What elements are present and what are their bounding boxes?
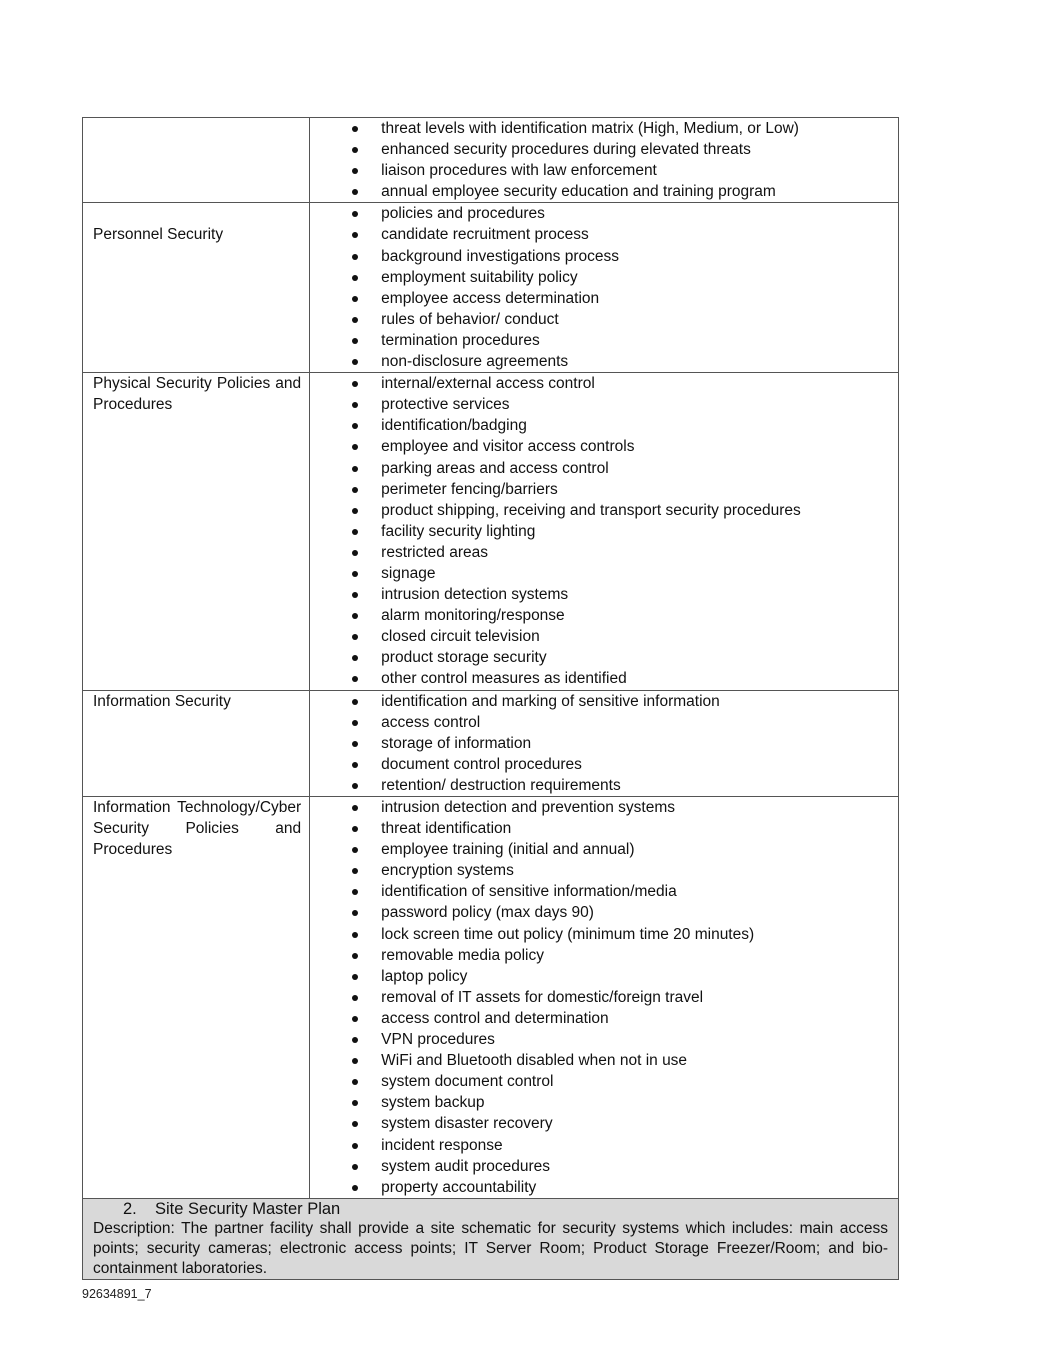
list-item-text: background investigations process bbox=[381, 247, 619, 265]
bullet-icon bbox=[352, 275, 358, 281]
list-item-text: encryption systems bbox=[381, 862, 514, 880]
list-item bbox=[310, 224, 898, 245]
list-item bbox=[310, 860, 898, 881]
list-item bbox=[310, 1092, 898, 1113]
list-item-text: candidate recruitment process bbox=[381, 226, 589, 244]
bullet-icon bbox=[352, 168, 358, 174]
bullet-list bbox=[310, 691, 898, 796]
table-row bbox=[83, 797, 899, 1199]
list-item bbox=[310, 647, 898, 668]
list-item bbox=[310, 1050, 898, 1071]
list-item-text: rules of behavior/ conduct bbox=[381, 310, 559, 328]
category-label: Information Technology/Cyber Security Policies and Procedures bbox=[93, 799, 302, 859]
bullet-icon bbox=[352, 211, 358, 217]
list-item-text: internal/external access control bbox=[381, 375, 595, 393]
list-item bbox=[310, 775, 898, 796]
list-item-text: lock screen time out policy (minimum time 20 minutes) bbox=[381, 925, 755, 943]
bullet-icon bbox=[352, 147, 358, 153]
list-item-text: signage bbox=[381, 564, 436, 582]
list-item-text: access control and determination bbox=[381, 1009, 609, 1027]
document-id: 92634891_7 bbox=[82, 1287, 152, 1301]
list-item-text: threat identification bbox=[381, 820, 512, 838]
table-row bbox=[83, 690, 899, 796]
bullet-icon bbox=[352, 571, 358, 577]
table-body bbox=[83, 118, 899, 1199]
list-item-text: policies and procedures bbox=[381, 205, 545, 223]
list-item bbox=[310, 521, 898, 542]
bullet-icon bbox=[352, 550, 358, 556]
section-row bbox=[83, 1198, 899, 1279]
list-item-text: restricted areas bbox=[381, 543, 488, 561]
list-item-text: protective services bbox=[381, 396, 510, 414]
list-item bbox=[310, 584, 898, 605]
bullet-icon bbox=[352, 466, 358, 472]
bullet-icon bbox=[352, 423, 358, 429]
bullet-icon bbox=[352, 783, 358, 789]
bullet-icon bbox=[352, 1058, 358, 1064]
section-block bbox=[83, 1198, 899, 1279]
bullet-icon bbox=[352, 1185, 358, 1191]
list-item bbox=[310, 1113, 898, 1134]
bullet-icon bbox=[352, 1100, 358, 1106]
list-item-text: threat levels with identification matrix (High, Medium, or Low) bbox=[381, 120, 799, 137]
list-item bbox=[310, 754, 898, 775]
list-item-text: annual employee security education and training program bbox=[381, 183, 776, 201]
category-label: Personnel Security bbox=[93, 226, 224, 244]
list-item-text: termination procedures bbox=[381, 331, 540, 349]
category-cell bbox=[83, 373, 310, 690]
list-item bbox=[310, 902, 898, 923]
bullet-icon bbox=[352, 1037, 358, 1043]
list-item-text: identification of sensitive information/media bbox=[381, 883, 677, 901]
list-item-text: document control procedures bbox=[381, 755, 582, 773]
list-item bbox=[310, 881, 898, 902]
bullet-icon bbox=[352, 508, 358, 514]
list-item-text: WiFi and Bluetooth disabled when not in use bbox=[381, 1052, 688, 1070]
list-item bbox=[310, 712, 898, 733]
table-row bbox=[83, 203, 899, 373]
list-item bbox=[310, 691, 898, 712]
list-item bbox=[310, 1156, 898, 1177]
items-cell bbox=[310, 690, 899, 796]
list-item-text: system backup bbox=[381, 1094, 485, 1112]
list-item-text: identification/badging bbox=[381, 417, 527, 435]
list-item-text: system document control bbox=[381, 1073, 554, 1091]
list-item bbox=[310, 542, 898, 563]
list-item bbox=[310, 394, 898, 415]
items-cell bbox=[310, 118, 899, 203]
category-cell bbox=[83, 797, 310, 1199]
list-item-text: access control bbox=[381, 713, 481, 731]
bullet-icon bbox=[352, 676, 358, 682]
list-item bbox=[310, 1071, 898, 1092]
bullet-icon bbox=[352, 762, 358, 768]
list-item bbox=[310, 733, 898, 754]
list-item bbox=[310, 203, 898, 224]
list-item-text: product storage security bbox=[381, 649, 547, 667]
bullet-icon bbox=[352, 995, 358, 1001]
list-item-text: employment suitability policy bbox=[381, 268, 578, 286]
bullet-icon bbox=[352, 189, 358, 195]
list-item-text: facility security lighting bbox=[381, 522, 536, 540]
bullet-icon bbox=[352, 720, 358, 726]
section-title: Site Security Master Plan bbox=[155, 1199, 341, 1218]
list-item-text: other control measures as identified bbox=[381, 670, 627, 688]
bullet-icon bbox=[352, 847, 358, 853]
bullet-icon bbox=[352, 634, 358, 640]
bullet-icon bbox=[352, 592, 358, 598]
bullet-icon bbox=[352, 868, 358, 874]
list-item bbox=[310, 246, 898, 267]
bullet-list bbox=[310, 118, 898, 202]
list-item bbox=[310, 839, 898, 860]
table-row bbox=[83, 118, 899, 203]
category-label: Physical Security Policies and Procedures bbox=[93, 375, 302, 414]
bullet-icon bbox=[352, 1121, 358, 1127]
list-item bbox=[310, 267, 898, 288]
table-row bbox=[83, 373, 899, 690]
bullet-icon bbox=[352, 126, 358, 132]
bullet-icon bbox=[352, 889, 358, 895]
list-item-text: laptop policy bbox=[381, 967, 468, 985]
list-item-text: storage of information bbox=[381, 734, 532, 752]
bullet-icon bbox=[352, 826, 358, 832]
items-cell bbox=[310, 797, 899, 1199]
category-cell bbox=[83, 203, 310, 373]
list-item bbox=[310, 436, 898, 457]
bullet-icon bbox=[352, 741, 358, 747]
bullet-list bbox=[310, 373, 898, 689]
category-label: Information Security bbox=[93, 692, 231, 710]
list-item bbox=[310, 118, 898, 139]
bullet-icon bbox=[352, 338, 358, 344]
list-item bbox=[310, 1135, 898, 1156]
list-item-text: closed circuit television bbox=[381, 628, 540, 646]
list-item bbox=[310, 924, 898, 945]
list-item-text: alarm monitoring/response bbox=[381, 607, 565, 625]
list-item bbox=[310, 373, 898, 394]
list-item bbox=[310, 1029, 898, 1050]
list-item bbox=[310, 160, 898, 181]
bullet-icon bbox=[352, 254, 358, 260]
bullet-icon bbox=[352, 487, 358, 493]
list-item bbox=[310, 309, 898, 330]
items-cell bbox=[310, 373, 899, 690]
list-item-text: identification and marking of sensitive information bbox=[381, 692, 720, 710]
bullet-icon bbox=[352, 974, 358, 980]
bullet-icon bbox=[352, 953, 358, 959]
bullet-icon bbox=[352, 1079, 358, 1085]
list-item bbox=[310, 626, 898, 647]
list-item bbox=[310, 139, 898, 160]
list-item bbox=[310, 987, 898, 1008]
list-item bbox=[310, 1008, 898, 1029]
list-item bbox=[310, 415, 898, 436]
list-item bbox=[310, 605, 898, 626]
list-item-text: employee access determination bbox=[381, 289, 600, 307]
bullet-icon bbox=[352, 1016, 358, 1022]
section-number: 2. bbox=[123, 1199, 137, 1218]
bullet-icon bbox=[352, 296, 358, 302]
section-description: Description: The partner facility shall provide a site schematic for security systems which includes: main access points; security cameras; electronic access points; IT Server Room; Product Storage Freezer/Room; and bio-containment laboratories. bbox=[93, 1219, 888, 1277]
list-item-text: retention/ destruction requirements bbox=[381, 776, 621, 794]
category-cell bbox=[83, 690, 310, 796]
list-item bbox=[310, 966, 898, 987]
bullet-list bbox=[310, 203, 898, 372]
list-item bbox=[310, 479, 898, 500]
bullet-icon bbox=[352, 444, 358, 450]
items-cell bbox=[310, 203, 899, 373]
list-item-text: VPN procedures bbox=[381, 1031, 495, 1049]
list-item-text: removable media policy bbox=[381, 946, 544, 964]
bullet-icon bbox=[352, 932, 358, 938]
bullet-icon bbox=[352, 381, 358, 387]
bullet-icon bbox=[352, 805, 358, 811]
list-item-text: property accountability bbox=[381, 1178, 537, 1196]
list-item-text: system disaster recovery bbox=[381, 1115, 553, 1133]
security-requirements-table bbox=[82, 117, 899, 1280]
list-item bbox=[310, 458, 898, 479]
list-item-text: product shipping, receiving and transport security procedures bbox=[381, 501, 801, 519]
list-item-text: intrusion detection systems bbox=[381, 586, 569, 604]
list-item-text: removal of IT assets for domestic/foreign travel bbox=[381, 988, 704, 1006]
list-item-text: system audit procedures bbox=[381, 1157, 551, 1175]
list-item bbox=[310, 945, 898, 966]
bullet-icon bbox=[352, 529, 358, 535]
list-item-text: incident response bbox=[381, 1136, 503, 1154]
list-item-text: enhanced security procedures during elevated threats bbox=[381, 141, 751, 159]
list-item-text: employee and visitor access controls bbox=[381, 438, 635, 456]
list-item-text: parking areas and access control bbox=[381, 459, 609, 477]
list-item bbox=[310, 181, 898, 202]
list-item-text: employee training (initial and annual) bbox=[381, 841, 635, 859]
list-item-text: perimeter fencing/barriers bbox=[381, 480, 558, 498]
list-item-text: password policy (max days 90) bbox=[381, 904, 594, 922]
list-item bbox=[310, 1177, 898, 1198]
category-cell bbox=[83, 118, 310, 203]
list-item-text: non-disclosure agreements bbox=[381, 353, 569, 371]
section-cell bbox=[83, 1198, 899, 1279]
bullet-icon bbox=[352, 232, 358, 238]
section-heading bbox=[93, 1199, 888, 1219]
list-item bbox=[310, 797, 898, 818]
list-item bbox=[310, 818, 898, 839]
bullet-icon bbox=[352, 317, 358, 323]
bullet-icon bbox=[352, 655, 358, 661]
bullet-list bbox=[310, 797, 898, 1198]
list-item bbox=[310, 563, 898, 584]
list-item bbox=[310, 288, 898, 309]
bullet-icon bbox=[352, 910, 358, 916]
list-item bbox=[310, 330, 898, 351]
list-item bbox=[310, 351, 898, 372]
list-item-text: intrusion detection and prevention systems bbox=[381, 799, 675, 816]
bullet-icon bbox=[352, 1164, 358, 1170]
bullet-icon bbox=[352, 699, 358, 705]
bullet-icon bbox=[352, 402, 358, 408]
bullet-icon bbox=[352, 1143, 358, 1149]
bullet-icon bbox=[352, 613, 358, 619]
list-item bbox=[310, 668, 898, 689]
list-item-text: liaison procedures with law enforcement bbox=[381, 162, 657, 180]
list-item bbox=[310, 500, 898, 521]
bullet-icon bbox=[352, 359, 358, 365]
